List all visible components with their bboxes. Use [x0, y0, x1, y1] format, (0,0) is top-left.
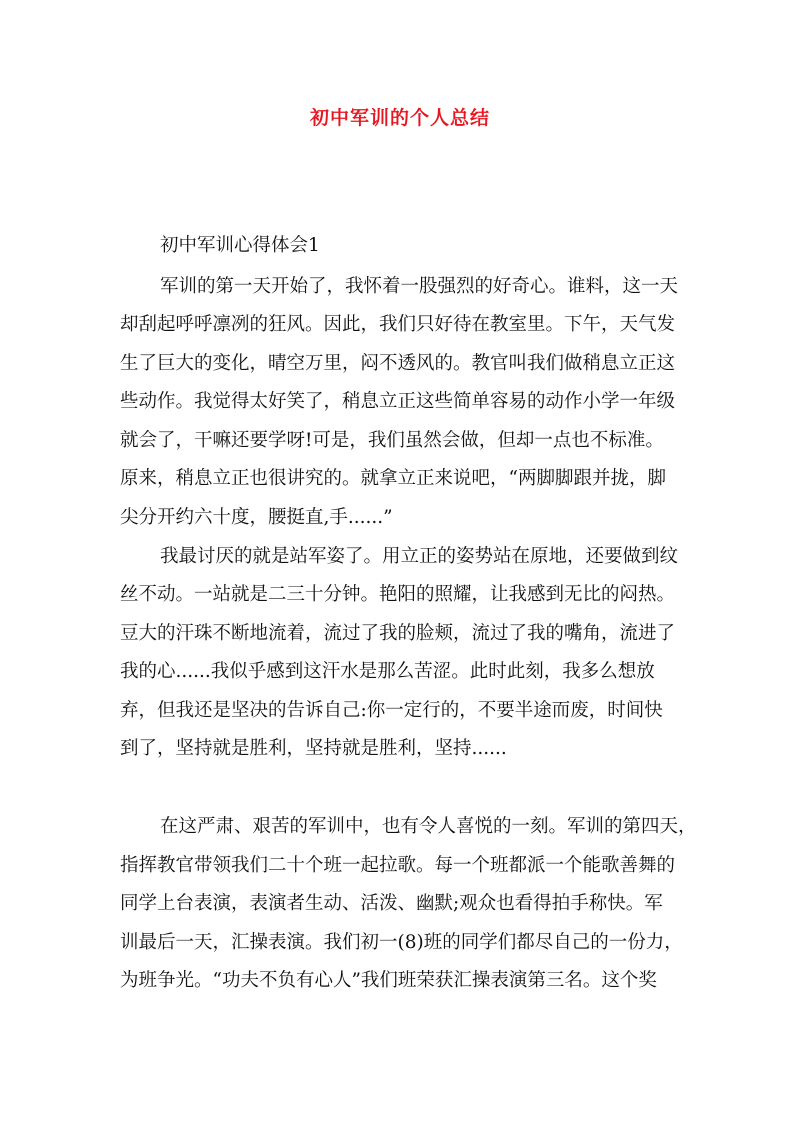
paragraph-3-line-3: 同学上台表演，表演者生动、活泼、幽默;观众也看得拍手称快。军 — [120, 893, 663, 914]
paragraph-1-line-7: 尖分开约六十度，腰挺直,手......” — [120, 507, 393, 528]
paragraph-2-line-2: 丝不动。一站就是二三十分钟。艳阳的照耀，让我感到无比的闷热。 — [120, 584, 676, 605]
paragraph-1-line-3: 生了巨大的变化，晴空万里，闷不透风的。教官叫我们做稍息立正这 — [120, 353, 676, 374]
paragraph-1-line-2: 却刮起呼呼凛冽的狂风。因此，我们只好待在教室里。下午，天气发 — [120, 314, 676, 335]
paragraph-2-line-5: 弃，但我还是坚决的告诉自己:你一定行的，不要半途而废，时间快 — [120, 700, 663, 721]
paragraph-3-line-4: 训最后一天，汇操表演。我们初一(8)班的同学们都尽自己的一份力， — [120, 932, 683, 953]
paragraph-3-line-1: 在这严肃、艰苦的军训中，也有令人喜悦的一刻。军训的第四天， — [160, 816, 697, 837]
paragraph-2-line-4: 我的心......我似乎感到这汗水是那么苦涩。此时此刻，我多么想放 — [120, 661, 655, 682]
paragraph-3-line-5: 为班争光。“功夫不负有心人”我们班荣获汇操表演第三名。这个奖 — [120, 970, 657, 991]
paragraph-1-line-6: 原来，稍息立正也很讲究的。就拿立正来说吧，“两脚脚跟并拢，脚 — [120, 468, 666, 489]
paragraph-1-line-4: 些动作。我觉得太好笑了，稍息立正这些简单容易的动作小学一年级 — [120, 391, 676, 412]
document-title: 初中军训的个人总结 — [309, 107, 490, 129]
paragraph-2-line-6: 到了，坚持就是胜利，坚持就是胜利，坚持...... — [120, 738, 507, 759]
paragraph-2-line-3: 豆大的汗珠不断地流着，流过了我的脸颊，流过了我的嘴角，流进了 — [120, 623, 676, 644]
paragraph-1-line-1: 军训的第一天开始了，我怀着一股强烈的好奇心。谁料，这一天 — [160, 276, 679, 297]
paragraph-2-line-1: 我最讨厌的就是站军姿了。用立正的姿势站在原地，还要做到纹 — [160, 546, 679, 567]
paragraph-3-line-2: 指挥教官带领我们二十个班一起拉歌。每一个班都派一个能歌善舞的 — [120, 855, 676, 876]
section-heading: 初中军训心得体会1 — [160, 235, 320, 256]
paragraph-1-line-5: 就会了，干嘛还要学呀!可是，我们虽然会做，但却一点也不标准。 — [120, 430, 664, 451]
